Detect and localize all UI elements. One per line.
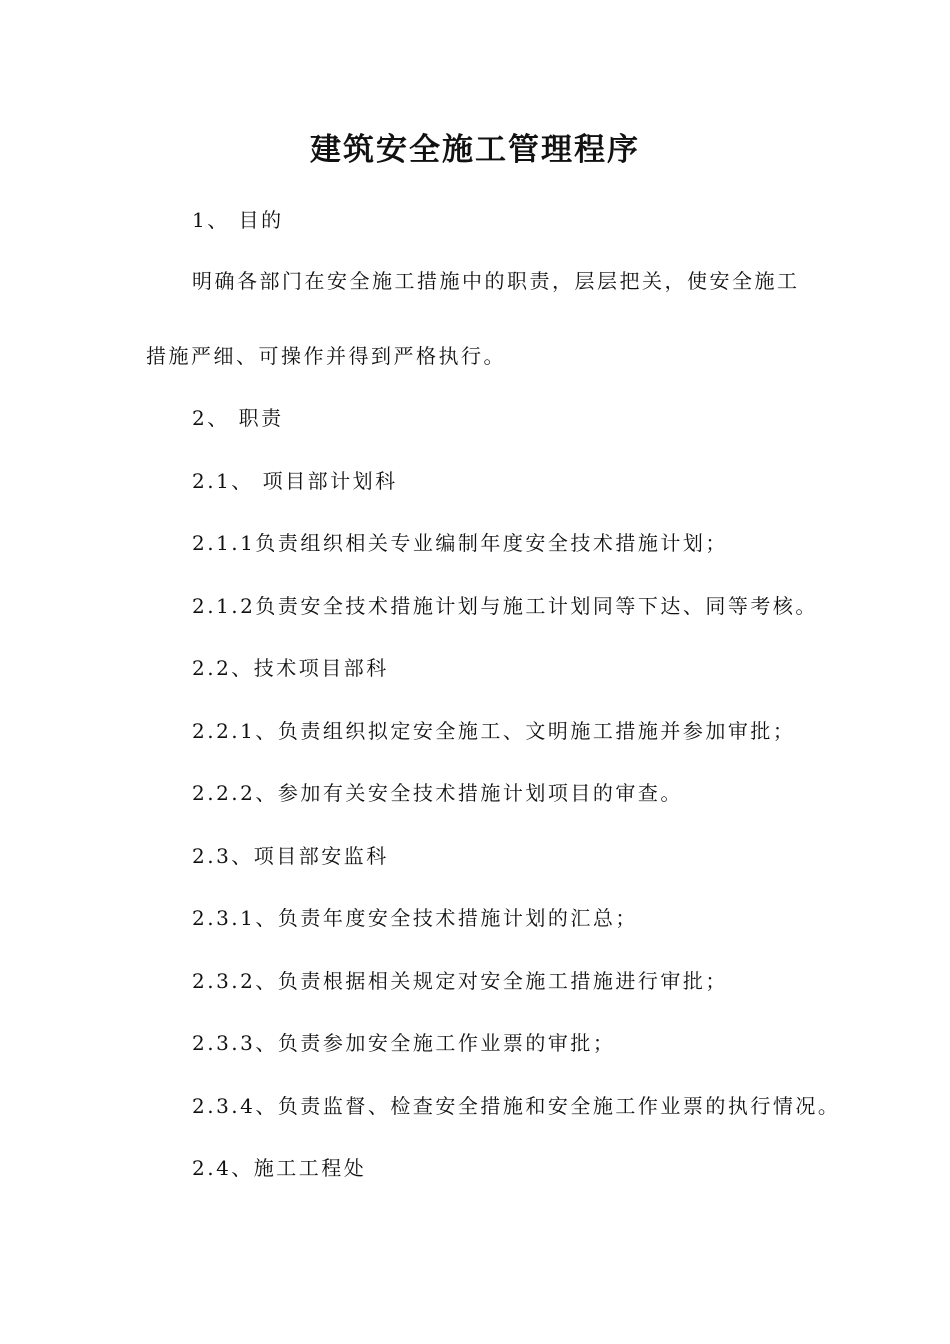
list-item: 2.3.3、负责参加安全施工作业票的审批；: [192, 1031, 616, 1055]
subsection-heading: 2.2、技术项目部科: [192, 656, 389, 680]
paragraph-line: 明确各部门在安全施工措施中的职责，层层把关，使安全施工: [192, 269, 800, 293]
paragraph-line: 措施严细、可操作并得到严格执行。: [146, 344, 506, 368]
section-heading-purpose: 1、 目的: [192, 208, 284, 232]
list-item: 2.3.2、负责根据相关规定对安全施工措施进行审批；: [192, 969, 728, 993]
list-item: 2.1.2负责安全技术措施计划与施工计划同等下达、同等考核。: [192, 594, 818, 618]
subsection-heading: 2.3、项目部安监科: [192, 844, 389, 868]
subsection-heading: 2.4、施工工程处: [192, 1156, 367, 1180]
list-item: 2.3.4、负责监督、检查安全措施和安全施工作业票的执行情况。: [192, 1094, 841, 1118]
list-item: 2.2.1、负责组织拟定安全施工、文明施工措施并参加审批；: [192, 719, 796, 743]
list-item: 2.3.1、负责年度安全技术措施计划的汇总；: [192, 906, 638, 930]
document-title: 建筑安全施工管理程序: [310, 132, 640, 168]
section-heading-duties: 2、 职责: [192, 406, 284, 430]
list-item: 2.1.1负责组织相关专业编制年度安全技术措施计划；: [192, 531, 728, 555]
subsection-heading: 2.1、 项目部计划科: [192, 469, 398, 493]
list-item: 2.2.2、参加有关安全技术措施计划项目的审查。: [192, 781, 683, 805]
